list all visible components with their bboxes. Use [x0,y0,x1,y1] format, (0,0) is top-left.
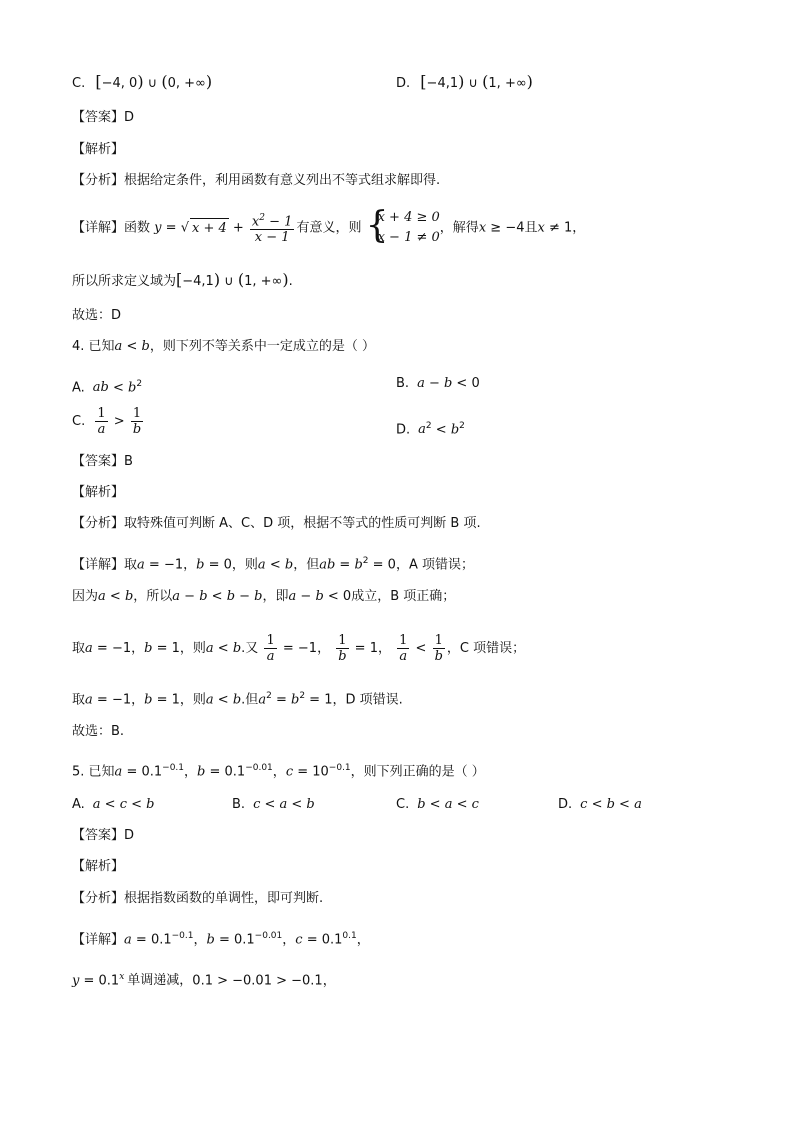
q3-domain: 所以所求定义域为[−4,1) ∪ (1, +∞). [72,270,293,289]
q4-detail-2: 因为a < b，所以a − b < b − b，即a − b < 0成立，B 项正确； [72,589,456,604]
q4-fenxi: 【分析】取特殊值可判断 A、C、D 项，根据不等式的性质可判断 B 项. [72,516,481,531]
q5-stem: 5. 已知$a = 0.1^{-0.1}$，$b = 0.1^{-0.01}$，$c = 10^{-0.1}$，则下列正确的是（ ） [72,763,485,780]
q5-detail: 【详解】$a = 0.1^{-0.1}$，$b = 0.1^{-0.01}$，$c = 0.1^{0.1}$， [72,931,370,948]
q3-choose: 故选：D [72,308,122,323]
q4-option-c: C. $\frac{1}{a}$ > $\frac{1}{b}$ [72,406,142,437]
q5-option-b: B. c < a < b [232,797,315,812]
q4-choose: 故选：B. [72,724,125,739]
q4-option-d: D. $a^2 < b^2$ [396,421,465,438]
q3-detail: 【详解】函数 y = √ x + 4 + $\frac{x^2 - 1}{x - 1}$ 有意义，则 { x + 4 ≥ 0 x − 1 ≠ 0 ，解得x ≥ −4且x ≠ 1， [72,205,586,246]
q4-detail-1: 【详解】取a = −1，b = 0，则a < b，但ab = $b^2 = 0$，A 项错误； [72,556,474,573]
q3-answer: 【答案】D [72,110,135,125]
q5-answer: 【答案】D [72,828,135,843]
q5-option-d: D. c < b < a [558,797,642,812]
q5-option-c: C. b < a < c [396,797,479,812]
q4-stem: 4. 已知a < b，则下列不等关系中一定成立的是（ ） [72,339,375,354]
q5-fenxi: 【分析】根据指数函数的单调性，即可判断. [72,891,324,906]
q3-analysis-label: 【解析】 [72,142,125,157]
q3-fenxi: 【分析】根据给定条件，利用函数有意义列出不等式组求解即得. [72,173,441,188]
q4-detail-3: 取a = −1，b = 1，则a < b.又 $\frac{1}{a}$ = −1， $\frac{1}{b}$ = 1， $\frac{1}{a}$ < $\frac{1}{b}$ ，C 项错误； [72,633,526,664]
q4-detail-4: 取a = −1，b = 1，则a < b.但$a^2 = b^2 = 1$，D 项错误. [72,691,403,708]
q5-monotonic: $y = 0.1^x$ 单调递减，0.1 > −0.01 > −0.1， [72,972,336,989]
q4-analysis-label: 【解析】 [72,485,125,500]
q4-answer: 【答案】B [72,454,133,469]
q5-analysis-label: 【解析】 [72,859,125,874]
q3-option-c: C. [−4, 0) ∪ (0, +∞) [72,72,213,91]
q4-option-a: A. ab < $b^2$ [72,379,143,396]
q4-option-b: B. a − b < 0 [396,376,480,391]
q5-option-a: A. a < c < b [72,797,155,812]
q3-option-d: D. [−4,1) ∪ (1, +∞) [396,72,533,91]
